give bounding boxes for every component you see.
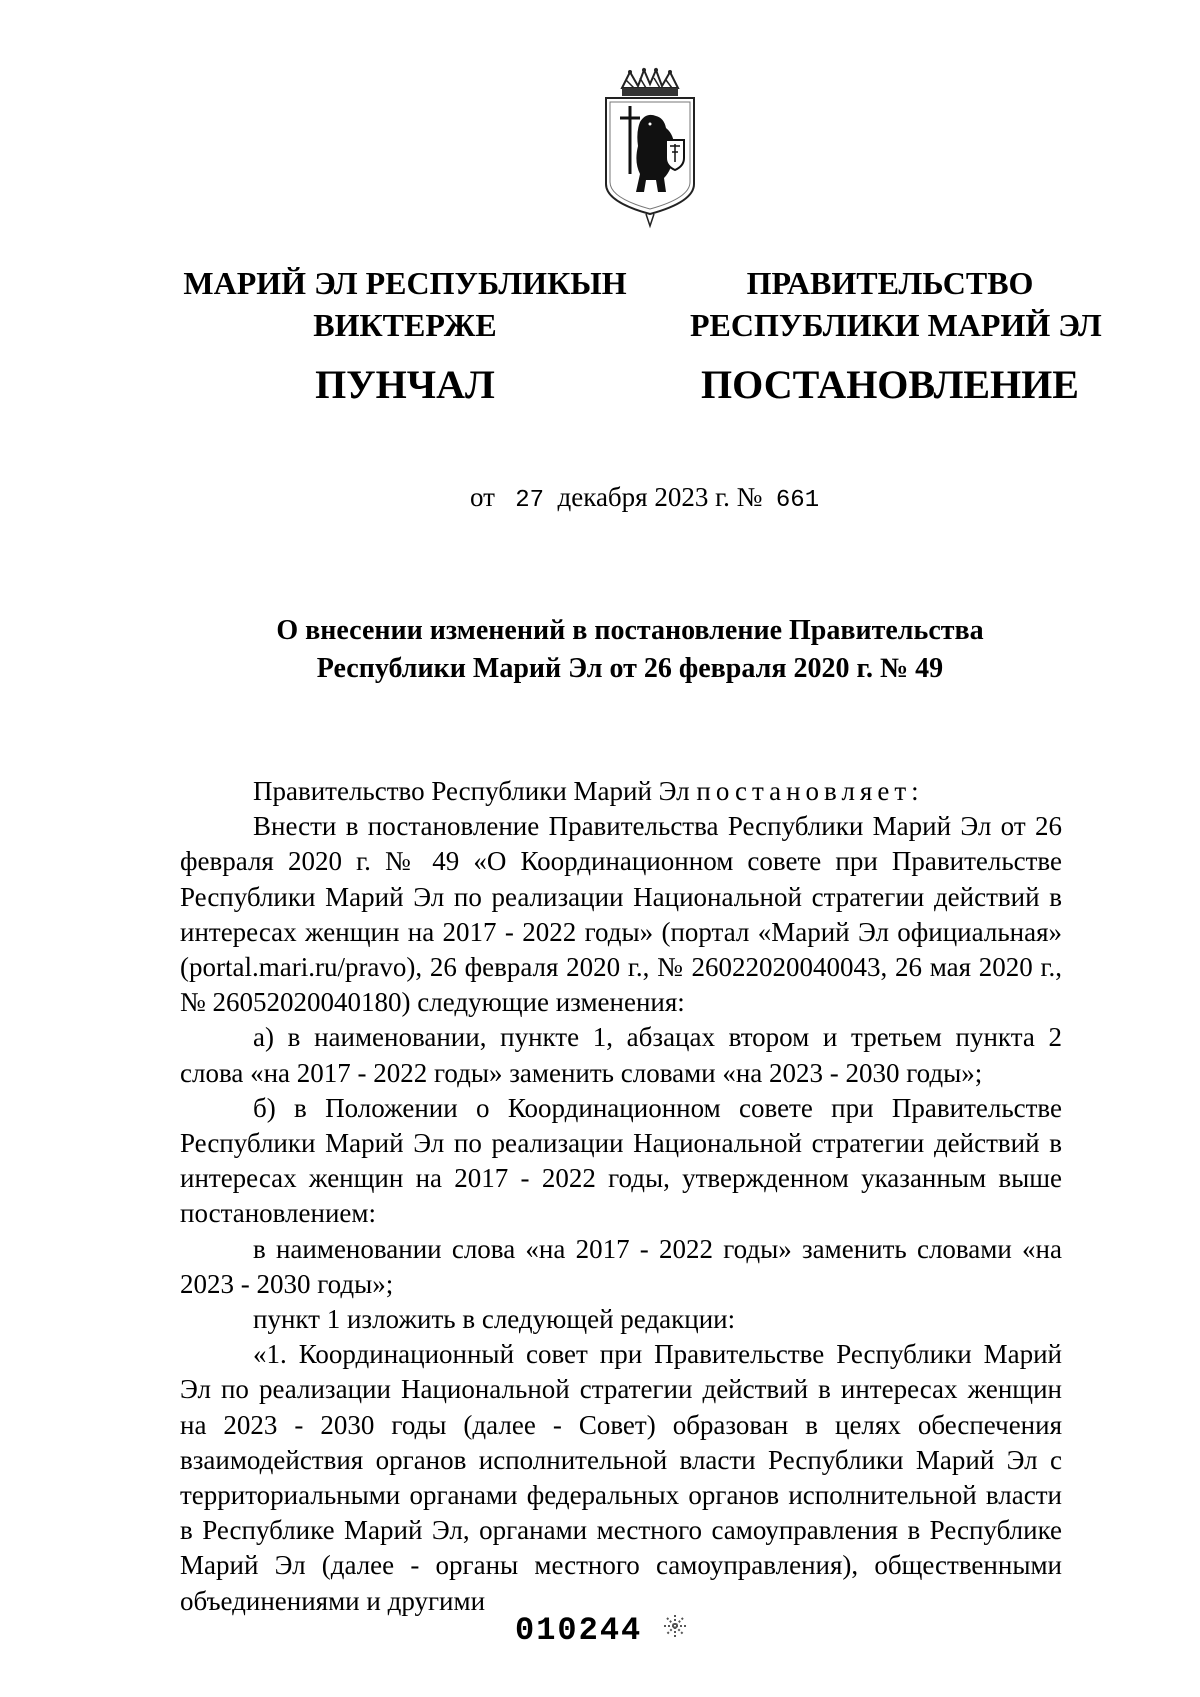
body-paragraph-preamble: [180, 774, 1062, 809]
body-paragraph: а) в наименовании, пункте 1, абзацах втором и третьем пункта 2 слова «на 2017 - 2022 годы» заменить словами «на 2023 - 2030 годы»;: [180, 1022, 1062, 1088]
body-paragraph: «1. Координационный совет при Правительстве Республики Марий Эл по реализации Национальной стратегии действий в интересах женщин на 2023 - 2030 годы (далее - Совет) образован в целях обеспечения взаимодействия органов исполнительной власти Республики Марий Эл с территориальными органами федеральных органов исполнительной власти в Республике Марий Эл, органами местного самоуправления в Республике Марий Эл (далее - органы местного самоуправления), общественными объединениями и другими: [180, 1339, 1062, 1616]
document-date-line: [470, 482, 819, 514]
header-left-line2: ВИКТЕРЖЕ: [313, 307, 497, 343]
footer-serial-number: 010244: [515, 1612, 643, 1649]
document-body: [180, 774, 1062, 1619]
preamble-resolves: постановляет:: [696, 776, 924, 806]
header-left-title: ПУНЧАЛ: [315, 362, 495, 407]
document-title-line2: Республики Марий Эл от 26 февраля 2020 г. № 49: [316, 653, 944, 684]
header-right-title: ПОСТАНОВЛЕНИЕ: [701, 362, 1079, 407]
document-number: 661: [775, 487, 820, 514]
document-title-line1: О внесении изменений в постановление Правительства: [276, 615, 984, 646]
body-paragraph: в наименовании слова «на 2017 - 2022 годы» заменить словами «на 2023 - 2030 годы»;: [180, 1233, 1062, 1299]
body-paragraph: б) в Положении о Координационном совете при Правительстве Республики Марий Эл по реализации Национальной стратегии действий в интересах женщин на 2017 - 2022 годы, утвержденном указанным выше постановлением:: [180, 1092, 1062, 1229]
date-prefix: от: [470, 482, 495, 512]
coat-of-arms-icon: [600, 66, 700, 230]
header-left-line1: МАРИЙ ЭЛ РЕСПУБЛИКЫН: [183, 265, 627, 301]
header-right-line2: РЕСПУБЛИКИ МАРИЙ ЭЛ: [690, 307, 1102, 343]
body-paragraph: Внести в постановление Правительства Республики Марий Эл от 26 февраля 2020 г. № 49 «О Координационном совете при Правительстве Республики Марий Эл по реализации Национальной стратегии действий в интересах женщин на 2017 - 2022 годы» (портал «Марий Эл официальная» (portal.mari.ru/pravo), 26 февраля 2020 г., № 26022020040043, 26 мая 2020 г., № 26052020040180) следующие изменения:: [180, 811, 1062, 1018]
header-right-block: [690, 262, 1102, 410]
preamble-lead: Правительство Республики Марий Эл: [253, 776, 690, 806]
date-month-year: декабря 2023 г. №: [557, 482, 763, 512]
body-paragraph: пункт 1 изложить в следующей редакции:: [253, 1304, 736, 1335]
document-title: [180, 612, 1080, 688]
header-left-block: [180, 262, 630, 410]
asterisk-stamp-icon: [662, 1613, 688, 1647]
date-day: 27: [515, 487, 545, 514]
header-right-line1: ПРАВИТЕЛЬСТВО: [746, 265, 1034, 301]
coat-of-arms-emblem: [600, 66, 700, 230]
